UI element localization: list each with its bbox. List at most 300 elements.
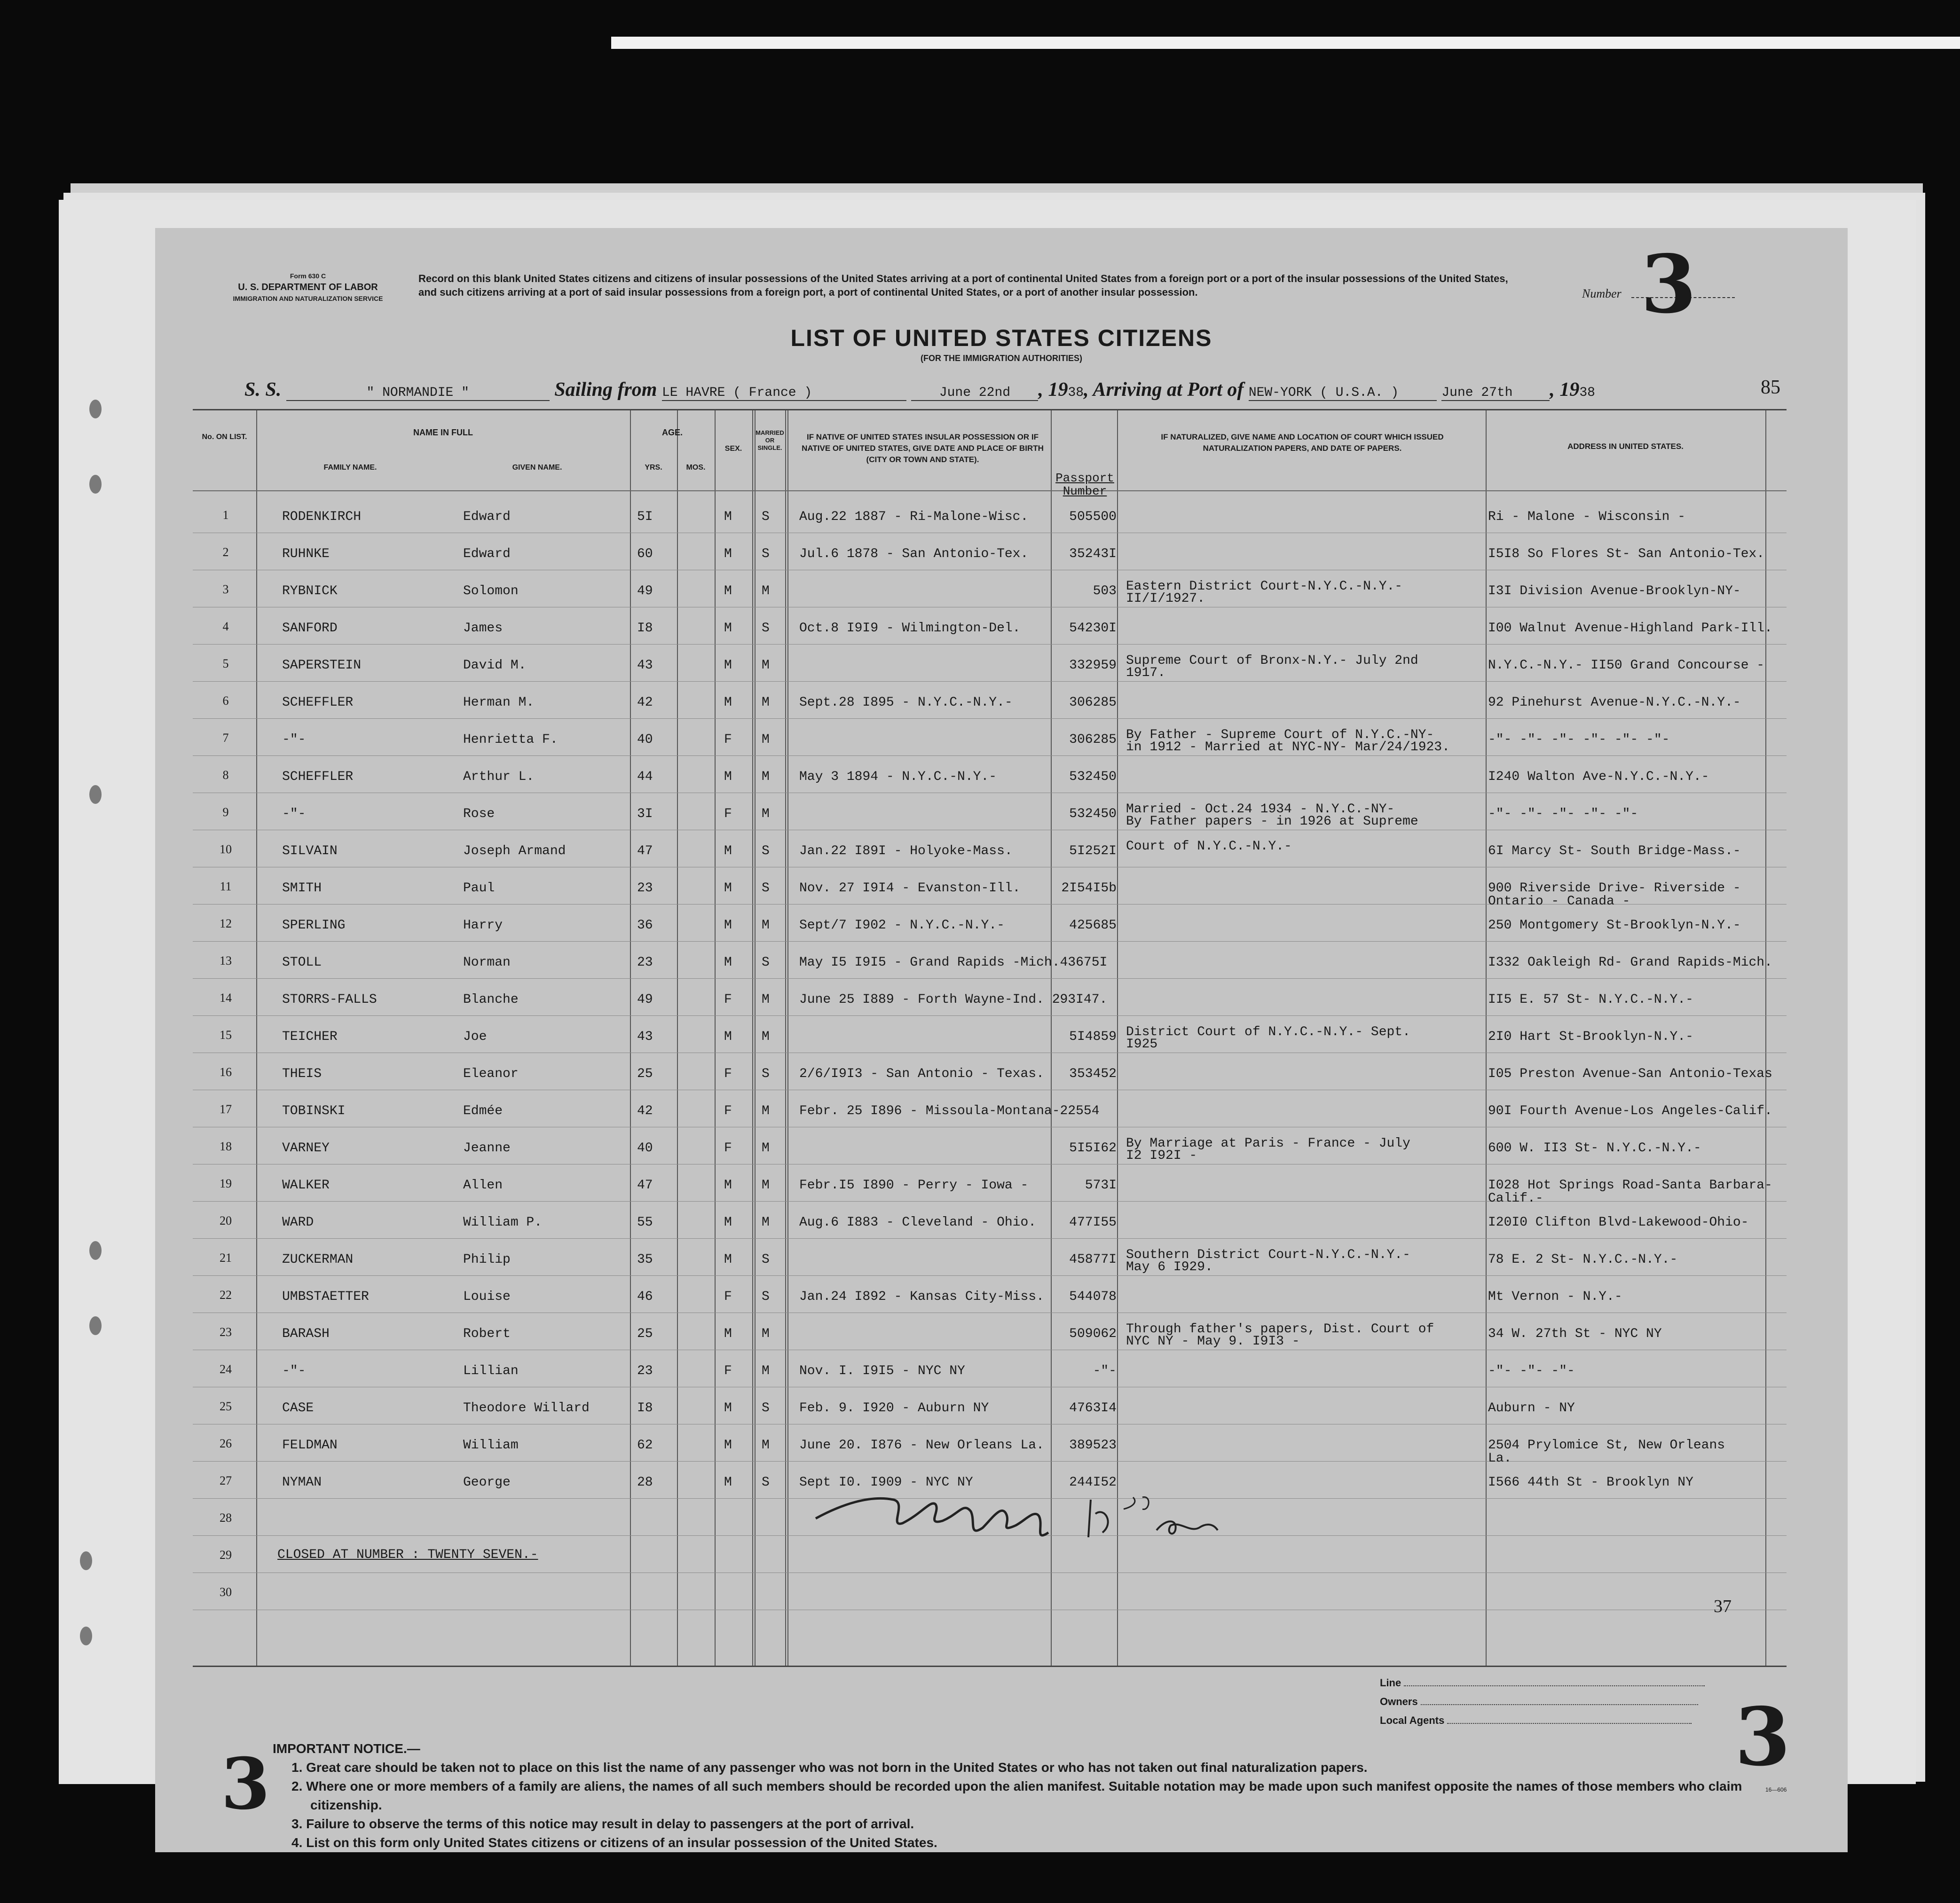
naturalization-line-1: By Father - Supreme Court of N.Y.C.-NY- [1126,728,1434,742]
family-name: SCHEFFLER [282,770,354,784]
family-name: SILVAIN [282,844,338,858]
service-name: IMMIGRATION AND NATURALIZATION SERVICE [233,295,383,302]
row-number: 12 [220,917,232,930]
birth-info: Febr. 25 I896 - Missoula-Montana-22554 [799,1104,1100,1118]
row-number: 28 [220,1511,232,1525]
naturalization-line-1: District Court of N.Y.C.-N.Y.- Sept. [1126,1025,1410,1039]
age-years: 42 [637,1104,653,1118]
agents-field [1380,1711,1705,1730]
address-line-1: Ri - Malone - Wisconsin - [1488,510,1686,524]
passport-number: 389523 [1069,1438,1117,1453]
form-print-code: 16—606 [1765,1786,1787,1793]
year-to-prefix: , 19 [1550,379,1580,401]
handwritten-signature [813,1486,1283,1551]
birth-info: Nov. I. I9I5 - NYC NY [799,1364,965,1378]
row-number: 4 [222,620,229,633]
address-line-1: I00 Walnut Avenue-Highland Park-Ill. [1488,621,1772,636]
line-label: Line [1380,1677,1401,1689]
family-name: SCHEFFLER [282,695,354,710]
family-name: TOBINSKI [282,1104,346,1118]
column-rule [752,410,753,1666]
list-number: 3 [1641,237,1697,331]
row-number: 27 [220,1474,232,1487]
passport-number: 306285 [1069,695,1117,710]
row-number: 24 [220,1362,232,1376]
family-name: NYMAN [282,1475,322,1490]
column-rule [1486,410,1487,1666]
sheet-number: 37 [1714,1596,1732,1616]
age-years: I8 [637,1401,653,1415]
column-rule [787,410,788,1666]
table-row-rule [193,755,1787,756]
stamp-number-right: 3 [1735,1690,1791,1784]
sex: M [724,1252,732,1267]
address-line-1: Auburn - NY [1488,1401,1575,1415]
row-number: 1 [222,508,229,522]
record-instructions: Record on this blank United States citizens and citizens of insular possessions of the United States arriving at a port of continental United States from a foreign port or a port of the insular possessions of the United States, and such citizens arriving at a port of said insular possessions from a foreign port, a port of continental United States, or a port of another insular possession. [418,273,1508,298]
birth-info: 2/6/I9I3 - San Antonio - Texas. [799,1067,1044,1081]
marital-status: M [762,584,770,598]
row-number: 29 [220,1548,232,1562]
date-from: June 22nd [911,385,1038,401]
column-rule [715,410,716,1666]
row-number: 20 [220,1214,232,1227]
marital-status: M [762,918,770,933]
owners-field [1380,1692,1705,1711]
sex: M [724,547,732,561]
birth-info: Feb. 9. I920 - Auburn NY [799,1401,989,1415]
naturalization-line-2: 1917. [1126,666,1166,680]
family-name: STORRS-FALLS [282,992,377,1007]
given-name: George [463,1475,511,1490]
naturalization-line-2: in 1912 - Married at NYC-NY- Mar/24/1923. [1126,740,1450,755]
row-number: 18 [220,1140,232,1153]
marital-status: S [762,510,770,524]
address-line-1: I332 Oakleigh Rd- Grand Rapids-Mich. [1488,955,1772,970]
marital-status: M [762,1104,770,1118]
given-name: William P. [463,1215,543,1230]
passport-number: 5I252I [1069,844,1117,858]
address-line-2: Calif.- [1488,1191,1543,1206]
sex: M [724,844,732,858]
given-name: Robert [463,1327,511,1341]
marital-status: S [762,844,770,858]
sex: F [724,1067,732,1081]
marital-status: S [762,547,770,561]
family-name: ZUCKERMAN [282,1252,354,1267]
notice-item-2: 2. Where one or more members of a family are aliens, the names of all such members should be recorded upon the alien manifest. Suitable notation may be made upon such manifest opposite the names of those members who claim citizenship. [291,1779,1742,1812]
passport-number: 4763I4 [1069,1401,1117,1415]
marital-status: S [762,1290,770,1304]
marital-status: M [762,1030,770,1044]
important-notice [273,1739,1754,1852]
marital-status: M [762,1364,770,1378]
col-naturalized: IF NATURALIZED, GIVE NAME AND LOCATION OF COURT WHICH ISSUED NATURALIZATION PAPERS, AND DATE OF PAPERS. [1161,432,1444,453]
address-line-1: -"- -"- -"- -"- -"- -"- [1488,732,1670,747]
given-name: Allen [463,1178,503,1193]
address-line-1: I20I0 Clifton Blvd-Lakewood-Ohio- [1488,1215,1749,1230]
family-name: -"- [282,732,306,747]
address-line-1: -"- -"- -"- -"- -"- [1488,807,1638,821]
sex: M [724,695,732,710]
table-row-rule [193,941,1787,942]
age-years: 60 [637,547,653,561]
marital-status: M [762,732,770,747]
family-name: SANFORD [282,621,338,636]
number-label: Number [1582,287,1622,300]
naturalization-line-2: I925 [1126,1037,1158,1052]
sex: M [724,1475,732,1490]
birth-info: Aug.22 1887 - Ri-Malone-Wisc. [799,510,1029,524]
age-years: I8 [637,621,653,636]
passport-number: 544078 [1069,1290,1117,1304]
top-black-band [0,0,1960,33]
age-years: 49 [637,584,653,598]
birth-info: Oct.8 I9I9 - Wilmington-Del. [799,621,1021,636]
binder-hole [89,1316,102,1335]
binder-hole [89,1241,102,1260]
marital-status: M [762,1438,770,1453]
family-name: SMITH [282,881,322,896]
naturalization-line-1: Court of N.Y.C.-N.Y.- [1126,839,1292,854]
row-number: 14 [220,991,232,1005]
given-name: David M. [463,658,527,673]
naturalization-line-2: NYC NY - May 9. I9I3 - [1126,1334,1300,1349]
age-years: 28 [637,1475,653,1490]
marital-status: S [762,881,770,896]
sex: M [724,1178,732,1193]
col-passport: Passport Number [1055,471,1114,498]
family-name: TEICHER [282,1030,338,1044]
header-rule [193,490,1787,491]
col-family-name: FAMILY NAME. [323,464,377,472]
stamp-number-left: 3 [221,1743,270,1825]
sex: M [724,584,732,598]
birth-info: Jul.6 1878 - San Antonio-Tex. [799,547,1029,561]
marital-status: S [762,621,770,636]
row-number: 21 [220,1251,232,1265]
form-header-agency [207,270,409,304]
footer-fields [1380,1674,1705,1730]
binder-hole [89,400,102,418]
page-subtitle: (FOR THE IMMIGRATION AUTHORITIES) [921,354,1082,363]
row-number: 9 [222,805,229,819]
marital-status: M [762,1178,770,1193]
age-years: 23 [637,955,653,970]
passport-number: 35243I [1069,547,1117,561]
given-name: Norman [463,955,511,970]
row-number: 15 [220,1028,232,1042]
family-name: CASE [282,1401,314,1415]
family-name: STOLL [282,955,322,970]
given-name: Jeanne [463,1141,511,1156]
sex: F [724,1141,732,1156]
address-line-1: I3I Division Avenue-Brooklyn-NY- [1488,584,1741,598]
given-name: Louise [463,1290,511,1304]
col-no: No. ON LIST. [202,433,247,441]
address-line-1: I566 44th St - Brooklyn NY [1488,1475,1693,1490]
row-number: 22 [220,1288,232,1302]
table-row-rule [193,1275,1787,1276]
age-years: 43 [637,658,653,673]
marital-status: S [762,955,770,970]
column-rule [1117,410,1118,1666]
row-number: 30 [220,1585,232,1599]
age-years: 47 [637,844,653,858]
agents-label: Local Agents [1380,1714,1445,1726]
column-rule [677,410,678,1666]
passport-number: 503 [1093,584,1117,598]
sex: M [724,881,732,896]
sex: F [724,732,732,747]
sex: M [724,621,732,636]
passport-number: 532450 [1069,770,1117,784]
date-to: June 27th [1441,385,1550,401]
notice-item-4: 4. List on this form only United States citizens or citizens of an insular possession of the United States. [291,1835,937,1850]
address-line-1: 90I Fourth Avenue-Los Angeles-Calif. [1488,1104,1772,1118]
marital-status: M [762,1141,770,1156]
age-years: 46 [637,1290,653,1304]
family-name: RYBNICK [282,584,338,598]
given-name: Blanche [463,992,519,1007]
sex: F [724,1104,732,1118]
given-name: Joseph Armand [463,844,566,858]
row-number: 5 [222,657,229,670]
address-line-1: Mt Vernon - N.Y.- [1488,1290,1622,1304]
marital-status: M [762,1215,770,1230]
col-address: ADDRESS IN UNITED STATES. [1567,442,1684,451]
row-number: 10 [220,842,232,856]
table-row-rule [193,681,1787,682]
row-number: 19 [220,1177,232,1190]
row-number: 26 [220,1437,232,1450]
age-years: 25 [637,1067,653,1081]
sex: M [724,510,732,524]
row-number: 8 [222,768,229,782]
sex: M [724,918,732,933]
given-name: Eleanor [463,1067,519,1081]
given-name: William [463,1438,519,1453]
notice-title: IMPORTANT NOTICE.— [273,1741,420,1756]
address-line-1: N.Y.C.-N.Y.- II50 Grand Concourse - [1488,658,1765,673]
sex: F [724,1364,732,1378]
passport-number: 532450 [1069,807,1117,821]
naturalization-line-1: By Marriage at Paris - France - July [1126,1136,1410,1151]
family-name: SAPERSTEIN [282,658,362,673]
address-line-1: II5 E. 57 St- N.Y.C.-N.Y.- [1488,992,1693,1007]
table-row-rule [193,1201,1787,1202]
marital-status: M [762,1327,770,1341]
given-name: Joe [463,1030,487,1044]
naturalization-line-1: Through father's papers, Dist. Court of [1126,1322,1434,1337]
row-number: 6 [222,694,229,708]
address-line-1: 250 Montgomery St-Brooklyn-N.Y.- [1488,918,1741,933]
naturalization-line-2: By Father papers - in 1926 at Supreme [1126,814,1418,829]
column-rule [256,410,257,1666]
sex: M [724,1215,732,1230]
sex: M [724,770,732,784]
year-to: 38 [1579,385,1595,400]
passport-number: 505500 [1069,510,1117,524]
table-row-rule [193,644,1787,645]
family-name: SPERLING [282,918,346,933]
given-name: Solomon [463,584,519,598]
row-number: 25 [220,1400,232,1413]
birth-info: Nov. 27 I9I4 - Evanston-Ill. [799,881,1021,896]
passport-number: 54230I [1069,621,1117,636]
family-name: THEIS [282,1067,322,1081]
address-line-1: 34 W. 27th St - NYC NY [1488,1327,1662,1341]
address-line-1: I05 Preston Avenue-San Antonio-Texas [1488,1067,1772,1081]
family-name: FELDMAN [282,1438,338,1453]
ss-label: S. S. [244,379,282,401]
page-number: 85 [1761,377,1780,398]
table-row-rule [193,1461,1787,1462]
closed-statement: CLOSED AT NUMBER : TWENTY SEVEN.- [277,1548,538,1562]
age-years: 42 [637,695,653,710]
address-line-1: 92 Pinehurst Avenue-N.Y.C.-N.Y.- [1488,695,1741,710]
voyage-line [244,378,1595,401]
binder-hole [89,785,102,804]
age-years: 36 [637,918,653,933]
given-name: Edward [463,547,511,561]
passport-number: 332959 [1069,658,1117,673]
birth-info: Jan.24 I892 - Kansas City-Miss. [799,1290,1044,1304]
row-number: 16 [220,1065,232,1079]
given-name: Edmée [463,1104,503,1118]
naturalization-line-2: II/I/1927. [1126,591,1205,606]
family-name: RUHNKE [282,547,330,561]
column-rule [785,410,786,1666]
given-name: Lillian [463,1364,519,1378]
address-line-1: 78 E. 2 St- N.Y.C.-N.Y.- [1488,1252,1678,1267]
sex: M [724,658,732,673]
col-mos: MOS. [686,464,706,472]
family-name: VARNEY [282,1141,330,1156]
marital-status: S [762,1401,770,1415]
address-line-2: La. [1488,1451,1512,1466]
given-name: Paul [463,881,495,896]
row-number: 17 [220,1102,232,1116]
birth-info: May 3 1894 - N.Y.C.-N.Y.- [799,770,997,784]
passport-number: 353452 [1069,1067,1117,1081]
age-years: 5I [637,510,653,524]
age-years: 25 [637,1327,653,1341]
year-from: 38 [1068,385,1084,400]
col-age: AGE. [661,428,683,437]
birth-info: June 25 I889 - Forth Wayne-Ind. 293I47. [799,992,1108,1007]
family-name: WALKER [282,1178,330,1193]
passport-number: 2I54I5b [1061,881,1117,896]
age-years: 55 [637,1215,653,1230]
birth-info: Sept/7 I902 - N.Y.C.-N.Y.- [799,918,1005,933]
birth-info: May I5 I9I5 - Grand Rapids -Mich.43675I [799,955,1108,970]
sex: F [724,1290,732,1304]
age-years: 35 [637,1252,653,1267]
age-years: 43 [637,1030,653,1044]
col-married: MARRIED OR SINGLE. [756,429,784,451]
address-line-2: Ontario - Canada - [1488,894,1630,909]
sex: M [724,1438,732,1453]
family-name: -"- [282,1364,306,1378]
table-row-rule [193,1015,1787,1016]
family-name: RODENKIRCH [282,510,362,524]
address-line-1: 6I Marcy St- South Bridge-Mass.- [1488,844,1741,858]
birth-info: Sept.28 I895 - N.Y.C.-N.Y.- [799,695,1013,710]
passport-number: -"- [1093,1364,1117,1378]
address-line-1: 900 Riverside Drive- Riverside - [1488,881,1741,896]
marital-status: S [762,1475,770,1490]
family-name: -"- [282,807,306,821]
birth-info: Febr.I5 I890 - Perry - Iowa - [799,1178,1029,1193]
column-rule [630,410,631,1666]
passport-number: 5I5I62 [1069,1141,1117,1156]
citizens-table [193,409,1787,1667]
address-line-1: -"- -"- -"- [1488,1364,1575,1378]
sailing-label: Sailing from [554,379,657,401]
column-rule [1765,410,1766,1666]
sex: M [724,1327,732,1341]
passport-number: 425685 [1069,918,1117,933]
table-row-rule [193,718,1787,719]
passport-number: 45877I [1069,1252,1117,1267]
page-title: LIST OF UNITED STATES CITIZENS [790,325,1212,351]
row-number: 7 [222,731,229,745]
passport-number: 477I55 [1069,1215,1117,1230]
naturalization-line-1: Supreme Court of Bronx-N.Y.- July 2nd [1126,653,1418,668]
year-from-prefix: , 19 [1038,379,1068,401]
notice-item-1: 1. Great care should be taken not to place on this list the name of any passenger who was not born in the United States or who has not taken out final naturalization papers. [291,1760,1368,1775]
marital-status: M [762,658,770,673]
family-name: WARD [282,1215,314,1230]
line-field [1380,1674,1705,1692]
naturalization-line-2: May 6 I929. [1126,1260,1213,1274]
passport-number: 244I52 [1069,1475,1117,1490]
family-name: UMBSTAETTER [282,1290,369,1304]
address-line-1: 2I0 Hart St-Brooklyn-N.Y.- [1488,1030,1693,1044]
passport-number: 306285 [1069,732,1117,747]
family-name: BARASH [282,1327,330,1341]
row-number: 11 [220,880,232,893]
birth-info: Sept I0. I909 - NYC NY [799,1475,973,1490]
row-number: 13 [220,954,232,967]
passport-number: 5I4859 [1069,1030,1117,1044]
age-years: 23 [637,1364,653,1378]
row-number: 2 [222,545,229,559]
ship-name: " NORMANDIE " [286,385,550,401]
given-name: Herman M. [463,695,535,710]
address-line-1: I5I8 So Flores St- San Antonio-Tex. [1488,547,1765,561]
sex: F [724,807,732,821]
given-name: Edward [463,510,511,524]
age-years: 40 [637,732,653,747]
naturalization-line-2: I2 I92I - [1126,1148,1197,1163]
given-name: Harry [463,918,503,933]
age-years: 62 [637,1438,653,1453]
address-line-1: I240 Walton Ave-N.Y.C.-N.Y.- [1488,770,1709,784]
age-years: 23 [637,881,653,896]
given-name: Theodore Willard [463,1401,590,1415]
passport-number: 573I [1085,1178,1117,1193]
given-name: Rose [463,807,495,821]
address-line-1: 2504 Prylomice St, New Orleans [1488,1438,1725,1453]
form-code: Form 630 C [290,272,326,280]
sex: M [724,1401,732,1415]
marital-status: M [762,807,770,821]
naturalization-line-1: Southern District Court-N.Y.C.-N.Y.- [1126,1248,1410,1262]
birth-info: Aug.6 I883 - Cleveland - Ohio. [799,1215,1037,1230]
marital-status: M [762,695,770,710]
